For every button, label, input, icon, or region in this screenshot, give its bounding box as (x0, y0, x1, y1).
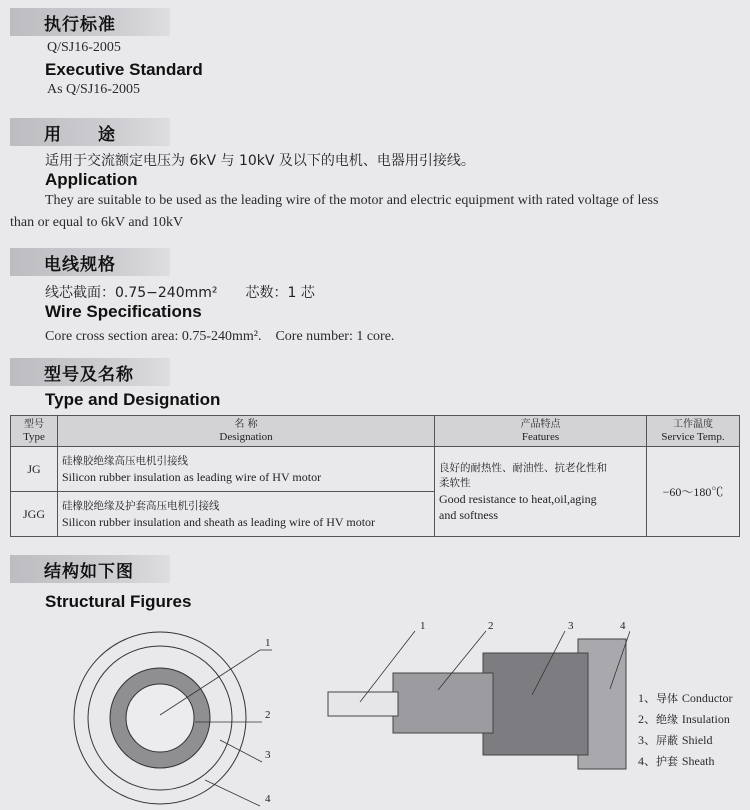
label-1: 1 (420, 620, 426, 632)
conductor-layer (328, 692, 398, 716)
standard-code: Q/SJ16-2005 (47, 40, 121, 55)
section-heading-cn: 执行标准 (44, 15, 116, 35)
section-bar-application (10, 118, 170, 146)
wire-spec-heading: Wire Specifications (45, 302, 202, 321)
section-heading-cn: 用 途 (44, 125, 116, 145)
legend-item: 3、屏蔽 Shield (638, 733, 713, 747)
structural-figures-heading: Structural Figures (45, 592, 192, 611)
application-text-cn: 适用于交流额定电压为 6kV 与 10kV 及以下的电机、电器用引接线。 (45, 153, 475, 169)
section-heading-cn: 结构如下图 (44, 562, 134, 582)
label-2: 2 (488, 620, 494, 632)
features-cell: 良好的耐热性、耐油性、抗老化性和 柔软性 Good resistance to heat,oil,aging and softness (435, 447, 647, 537)
header-features: 产品特点 Features (435, 416, 647, 447)
section-bar-structure (10, 555, 170, 583)
type-designation-heading: Type and Designation (45, 390, 221, 409)
table-header-row (11, 416, 740, 447)
label-4: 4 (265, 793, 271, 805)
section-heading-cn: 电线规格 (44, 255, 116, 275)
shield-layer (483, 653, 588, 755)
label-3: 3 (568, 620, 574, 632)
wire-spec-text-en: Core cross section area: 0.75-240mm². Core number: 1 core. (45, 329, 395, 344)
header-temp: 工作温度 Service Temp. (647, 416, 740, 447)
label-4: 4 (620, 620, 626, 632)
label-3: 3 (265, 749, 271, 761)
section-bar-wire-spec (10, 248, 170, 276)
header-designation: 名 称 Designation (58, 416, 435, 447)
application-text-en-2: than or equal to 6kV and 10kV (10, 215, 184, 230)
temp-cell: −60～180℃ (647, 447, 740, 537)
conductor-core (126, 684, 194, 752)
legend-item: 2、绝缘 Insulation (638, 712, 730, 726)
header-type: 型号 Type (11, 416, 58, 447)
legend-item: 1、导体 Conductor (638, 691, 733, 705)
section-bar-standard (10, 8, 170, 36)
executive-standard-heading: Executive Standard (45, 60, 203, 79)
wire-spec-text-cn: 线芯截面：0.75−240mm² 芯数：1 芯 (45, 285, 315, 301)
cross-section-figure (60, 630, 290, 810)
legend-item: 4、护套 Sheath (638, 754, 715, 768)
application-text-en-1: They are suitable to be used as the leading wire of the motor and electric equipment with rated voltage of less (45, 193, 659, 208)
row-designation: 硅橡胶绝缘及护套高压电机引接线 Silicon rubber insulation and sheath as leading wire of HV motor (58, 492, 435, 537)
label-2: 2 (265, 709, 271, 721)
structure-legend (638, 688, 750, 772)
label-1: 1 (265, 637, 271, 649)
table-row (11, 447, 740, 492)
side-view-figure (320, 615, 630, 775)
row-designation: 硅橡胶绝缘高压电机引接线 Silicon rubber insulation as leading wire of HV motor (58, 447, 435, 492)
application-heading: Application (45, 170, 138, 189)
row-type: JGG (11, 492, 58, 537)
insulation-layer (393, 673, 493, 733)
designation-table (10, 415, 740, 537)
section-heading-cn: 型号及名称 (44, 365, 134, 385)
as-standard-text: As Q/SJ16-2005 (47, 82, 140, 97)
section-bar-type (10, 358, 170, 386)
row-type: JG (11, 447, 58, 492)
